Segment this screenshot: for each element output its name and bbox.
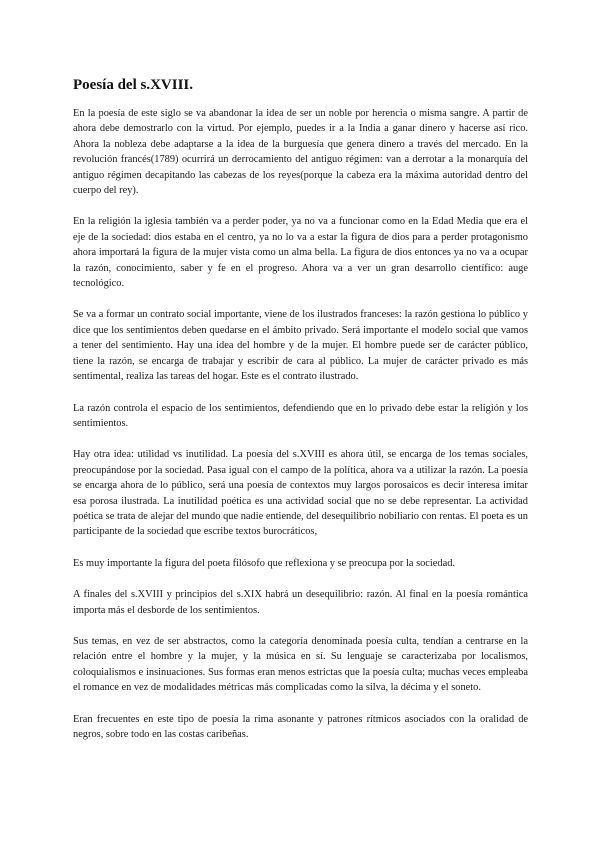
paragraph-poet-philosopher: Es muy importante la figura del poeta filósofo que reflexiona y se preocupa por la sociedad. (73, 557, 456, 569)
document-title: Poesía del s.XVIII. (73, 77, 194, 93)
paragraph-rhyme: Eran frecuentes en este tipo de poesía la rima asonante y patrones rítmicos asociados con la oralidad de negros, sobre todo en las costas caribeñas. (73, 713, 528, 740)
paragraph-religion: En la religión la iglesia también va a perder poder, ya no va a funcionar como en la Edad Media que era el eje de la sociedad: dios estaba en el centro, ya no lo va a estar la figura de dios para a perder protagonismo ahora importará la figura de la mujer vista como un alma bella. La figura de dios entonces ya no va a ocupar la razón, conocimiento, saber y fe en el progreso. Ahora va a ver un gran desarrollo científico: auge tecnológico. (73, 216, 528, 290)
paragraph-romanticism: A finales del s.XVIII y principios del s.XIX habrá un desequilibrio: razón. Al final en la poesía romántica importa más el desborde de los sentimientos. (73, 589, 528, 616)
paragraph-themes: Sus temas, en vez de ser abstractos, como la categoría denominada poesía culta, tendían a centrarse en la relación entre el hombre y la mujer, y la música en sí. Su lenguaje se caracterizaba por localismos, coloquialismos e insinuaciones. Sus formas eran menos estrictas que la poesía culta; muchas veces empleaba el romance en vez de modalidades métricas más complicadas como la silva, la décima y el soneto. (73, 635, 528, 694)
paragraph-reason: La razón controla el espacio de los sentimientos, defendiendo que en lo privado debe estar la religión y los sentimientos. (73, 402, 528, 429)
paragraph-utility: Hay otra idea: utilidad vs inutilidad. La poesía del s.XVIII es ahora útil, se encarga de los temas sociales, preocupándose por la sociedad. Pasa igual con el campo de la política, ahora va a utilizar la razón. La poesía se encarga ahora de lo público, será una poesía de contextos muy largos porosaicos es decir interesa imitar esa porosa ilustrada. La inutilidad poética es una actividad social que no se debe representar. La actividad poética se trata de alejar del mundo que nadie entiende, del desequilibrio nobiliario con rentas. El poeta es un participante de la sociedad que escribe textos burocráticos, (73, 449, 528, 538)
paragraph-nobility: En la poesía de este siglo se va abandonar la idea de ser un noble por herencia o misma sangre. A partir de ahora debe demostrarlo con la virtud. Por ejemplo, puedes ir a la India a ganar dinero y hacerse así rico. Ahora la nobleza debe adaptarse a la idea de la burguesía que genera dinero a través del mercado. En la revolución francés(1789) ocurrirá un derrocamiento del antiguo régimen: van a derrotar a la monarquía del antiguo régimen decapitando las cabezas de los reyes(porque la cabeza era la máxima autoridad dentro del cuerpo del rey). (73, 108, 528, 197)
document-body (73, 76, 528, 758)
paragraph-social-contract: Se va a formar un contrato social importante, viene de los ilustrados franceses: la razón gestiona lo público y dice que los sentimientos deben quedarse en el ámbito privado. Será importante el modelo social que vamos a tener del sentimiento. Hay una idea del hombre y de la mujer. El hombre puede ser de carácter público, tiene la razón, se encarga de trabajar y escribir de cara al público. La mujer de carácter privado es más sentimental, realiza las tareas del hogar. Este es el contrato ilustrado. (73, 309, 528, 383)
